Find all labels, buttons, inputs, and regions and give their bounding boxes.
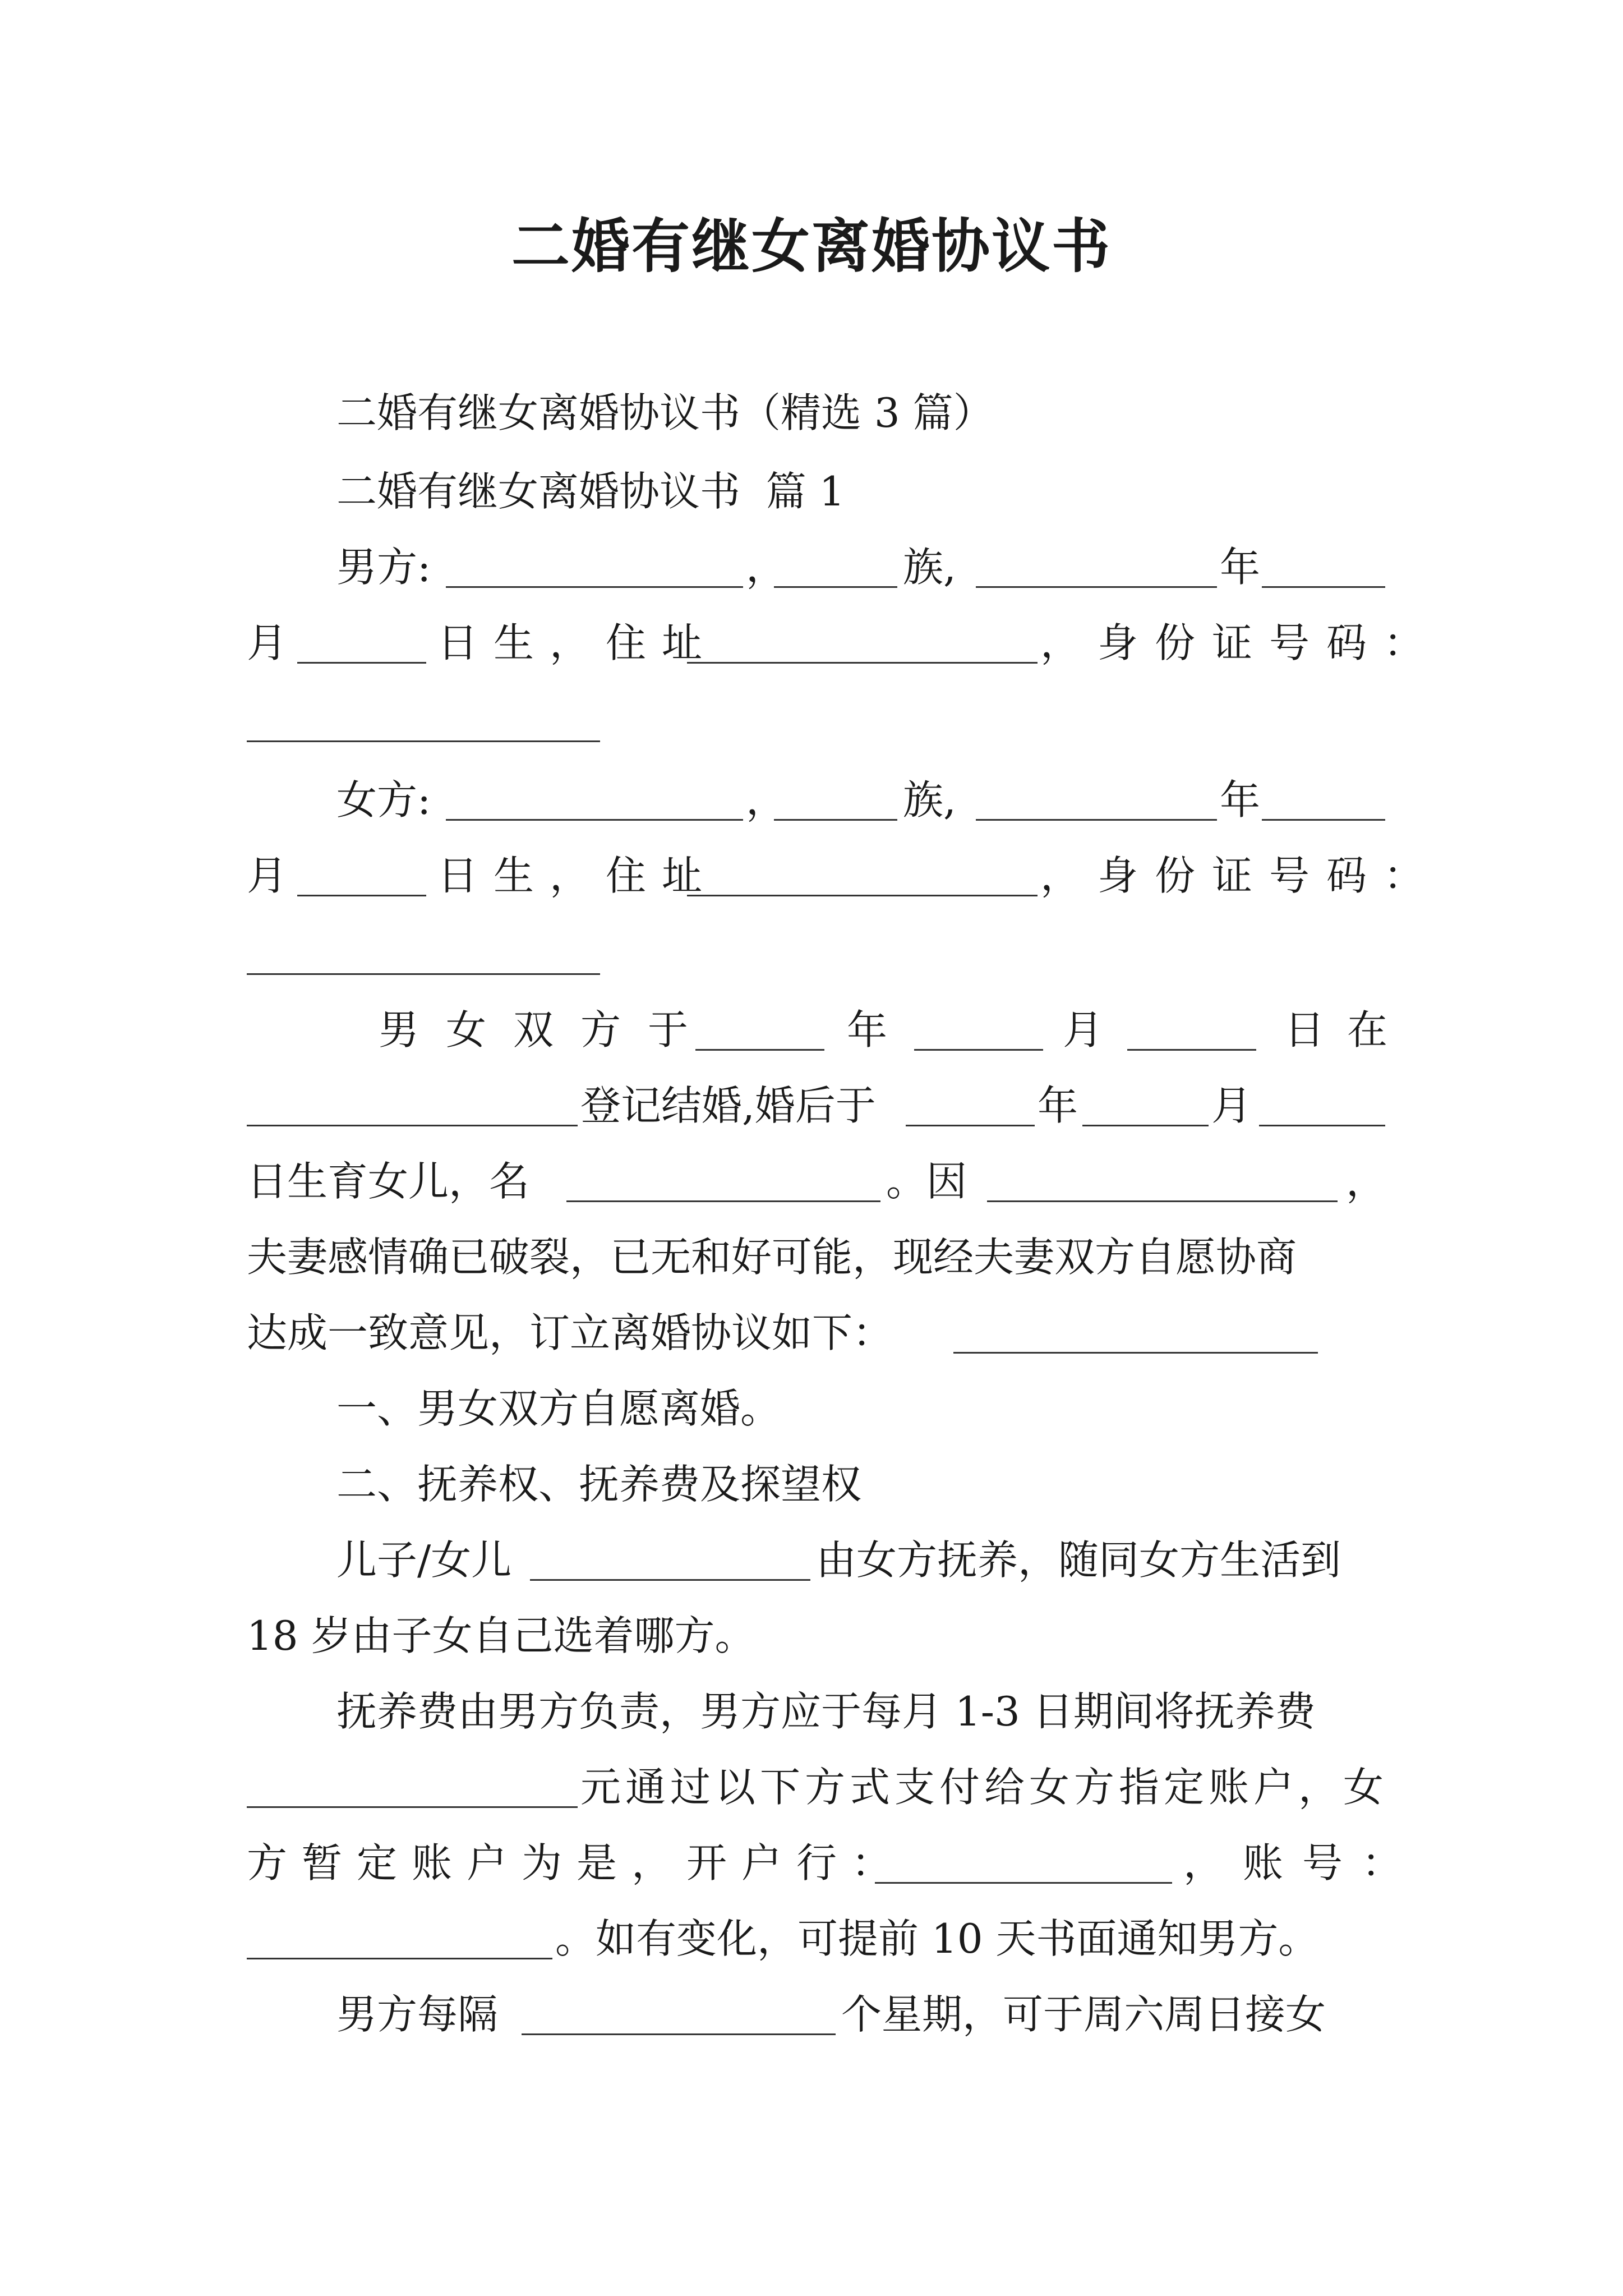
- male-label: 男方:: [336, 544, 431, 591]
- blank-line: [774, 819, 897, 821]
- blank-line: [1127, 1049, 1256, 1051]
- blank-line: [987, 1200, 1338, 1202]
- blank-line: [695, 1049, 824, 1051]
- female-id: ，身份证号码：: [1040, 852, 1441, 899]
- subtitle: 二婚有继女离婚协议书（精选 3 篇）: [336, 389, 994, 436]
- blank-line: [976, 586, 1217, 588]
- male-birth: 日生，住址: [437, 619, 718, 666]
- marriage-line3b: 。因: [886, 1158, 967, 1205]
- blank-line: [247, 1958, 552, 1959]
- marriage-line3c: ，: [1346, 1158, 1387, 1205]
- female-ethnic: 族,: [903, 776, 956, 823]
- male-comma: ，: [746, 544, 787, 591]
- female-comma: ，: [746, 776, 787, 823]
- support-line3a: 方暂定账户为是，开户行：: [247, 1839, 907, 1887]
- blank-line: [953, 1352, 1318, 1354]
- marriage-line5: 达成一致意见，订立离婚协议如下：: [247, 1309, 893, 1356]
- blank-line: [522, 2033, 836, 2035]
- visit-line1a: 男方每隔: [336, 1991, 499, 2038]
- marriage-line4: 夫妻感情确已破裂，已无和好可能，现经夫妻双方自愿协商: [247, 1234, 1297, 1281]
- marriage-line2b: 年: [1038, 1082, 1078, 1129]
- marriage-line1c: 月: [1063, 1006, 1104, 1053]
- marriage-line2a: 登记结婚,婚后于: [580, 1082, 876, 1129]
- male-year: 年: [1220, 544, 1261, 591]
- blank-line: [1262, 819, 1385, 821]
- visit-line1b: 个星期，可于周六周日接女: [841, 1991, 1326, 2038]
- female-month: 月: [247, 852, 288, 899]
- blank-line: [566, 1200, 880, 1202]
- custody-line1b: 由女方抚养，随同女方生活到: [816, 1536, 1341, 1584]
- custody-line1a: 儿子/女儿: [336, 1536, 512, 1584]
- support-line2: 元通过以下方式支付给女方指定账户，女: [580, 1764, 1389, 1811]
- male-ethnic: 族,: [903, 544, 956, 591]
- marriage-line2c: 月: [1211, 1082, 1252, 1129]
- clause-1: 一、男女双方自愿离婚。: [336, 1385, 781, 1432]
- section-heading: 二婚有继女离婚协议书 篇 1: [336, 468, 845, 515]
- male-id: ，身份证号码：: [1040, 619, 1441, 666]
- support-line4: 。如有变化，可提前 10 天书面通知男方。: [555, 1915, 1319, 1962]
- blank-line: [687, 895, 1038, 896]
- blank-line: [875, 1882, 1172, 1884]
- blank-line: [906, 1125, 1035, 1126]
- blank-line: [247, 1125, 578, 1126]
- blank-line: [446, 586, 743, 588]
- blank-line: [914, 1049, 1043, 1051]
- marriage-line1a: 男女双方于: [379, 1006, 716, 1053]
- blank-line: [976, 819, 1217, 821]
- marriage-line1b: 年: [847, 1006, 888, 1053]
- female-birth: 日生，住址: [437, 852, 718, 899]
- blank-line: [1259, 1125, 1385, 1126]
- support-line3b: ，账号：: [1183, 1839, 1422, 1887]
- marriage-line3a: 日生育女儿，名: [247, 1158, 530, 1205]
- blank-line: [687, 662, 1038, 664]
- blank-line: [1082, 1125, 1209, 1126]
- marriage-line1d: 日在: [1284, 1006, 1410, 1053]
- support-line1: 抚养费由男方负责，男方应于每月 1-3 日期间将抚养费: [336, 1688, 1316, 1735]
- blank-line: [247, 1806, 578, 1808]
- blank-line: [1262, 586, 1385, 588]
- blank-line: [247, 740, 600, 742]
- blank-line: [297, 662, 426, 664]
- custody-line2: 18 岁由子女自己选着哪方。: [247, 1612, 755, 1659]
- blank-line: [530, 1579, 810, 1581]
- male-month: 月: [247, 619, 288, 666]
- female-year: 年: [1220, 776, 1261, 823]
- blank-line: [247, 973, 600, 975]
- female-label: 女方:: [336, 776, 431, 823]
- blank-line: [446, 819, 743, 821]
- blank-line: [774, 586, 897, 588]
- blank-line: [297, 895, 426, 896]
- document-title: 二婚有继女离婚协议书: [511, 211, 1112, 280]
- clause-2: 二、抚养权、抚养费及探望权: [336, 1461, 862, 1508]
